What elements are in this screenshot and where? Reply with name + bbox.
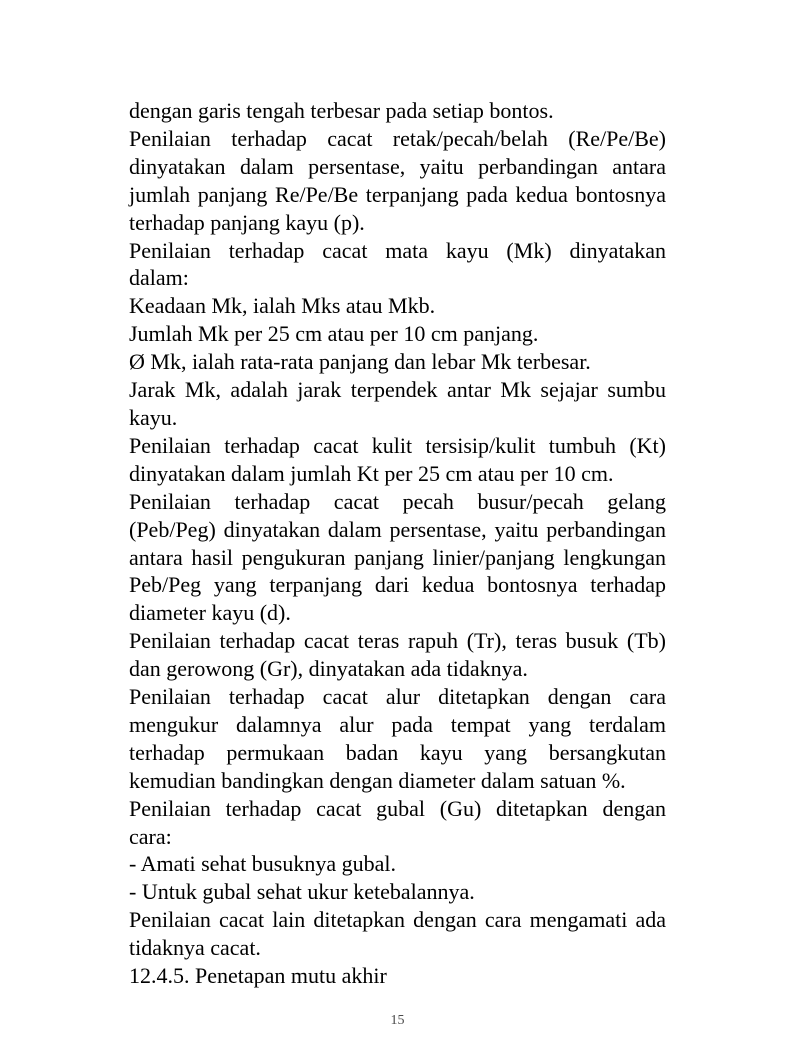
text-line: diameter kayu (d).	[129, 600, 291, 626]
text-line: tidaknya cacat.	[129, 935, 261, 961]
text-line: Penilaian terhadap cacat alur ditetapkan dengan cara	[129, 684, 666, 710]
text-line: - Untuk gubal sehat ukur ketebalannya.	[129, 879, 475, 905]
text-line: dalam:	[129, 265, 189, 291]
text-line: Penilaian cacat lain ditetapkan dengan cara mengamati ada	[129, 907, 666, 933]
text-line: Ø Mk, ialah rata-rata panjang dan lebar Mk terbesar.	[129, 349, 591, 375]
text-line: Penilaian terhadap cacat kulit tersisip/kulit tumbuh (Kt)	[129, 432, 666, 458]
text-line: Penilaian terhadap cacat gubal (Gu) ditetapkan dengan	[129, 795, 666, 821]
text-line: mengukur dalamnya alur pada tempat yang terdalam	[129, 711, 666, 737]
text-line: Jumlah Mk per 25 cm atau per 10 cm panjang.	[129, 321, 539, 347]
text-line: Peb/Peg yang terpanjang dari kedua bontosnya terhadap	[129, 572, 666, 598]
text-line: kemudian bandingkan dengan diameter dalam satuan %.	[129, 767, 626, 793]
text-line: Penilaian terhadap cacat pecah busur/pecah gelang	[129, 488, 666, 514]
section-heading: 12.4.5. Penetapan mutu akhir	[129, 963, 387, 989]
text-line: terhadap panjang kayu (p).	[129, 209, 365, 235]
body-text	[129, 97, 666, 990]
text-line: Penilaian terhadap cacat teras rapuh (Tr), teras busuk (Tb)	[129, 628, 666, 654]
text-line: terhadap permukaan badan kayu yang bersangkutan	[129, 739, 666, 765]
text-line: Penilaian terhadap cacat mata kayu (Mk) dinyatakan	[129, 237, 666, 263]
text-line: kayu.	[129, 404, 178, 430]
text-line: dinyatakan dalam jumlah Kt per 25 cm atau per 10 cm.	[129, 460, 614, 486]
text-line: dengan garis tengah terbesar pada setiap bontos.	[129, 98, 554, 123]
text-line: Keadaan Mk, ialah Mks atau Mkb.	[129, 293, 436, 319]
text-line: Penilaian terhadap cacat retak/pecah/belah (Re/Pe/Be)	[129, 125, 666, 151]
text-line: - Amati sehat busuknya gubal.	[129, 851, 397, 877]
text-line: (Peb/Peg) dinyatakan dalam persentase, yaitu perbandingan	[129, 516, 666, 542]
text-line: jumlah panjang Re/Pe/Be terpanjang pada kedua bontosnya	[129, 181, 666, 207]
text-line: antara hasil pengukuran panjang linier/panjang lengkungan	[129, 544, 666, 570]
page-number: 15	[390, 1013, 405, 1028]
text-line: Jarak Mk, adalah jarak terpendek antar Mk sejajar sumbu	[129, 377, 666, 403]
text-line: dinyatakan dalam persentase, yaitu perbandingan antara	[129, 153, 666, 179]
text-line: dan gerowong (Gr), dinyatakan ada tidaknya.	[129, 656, 528, 682]
text-line: cara:	[129, 823, 172, 849]
